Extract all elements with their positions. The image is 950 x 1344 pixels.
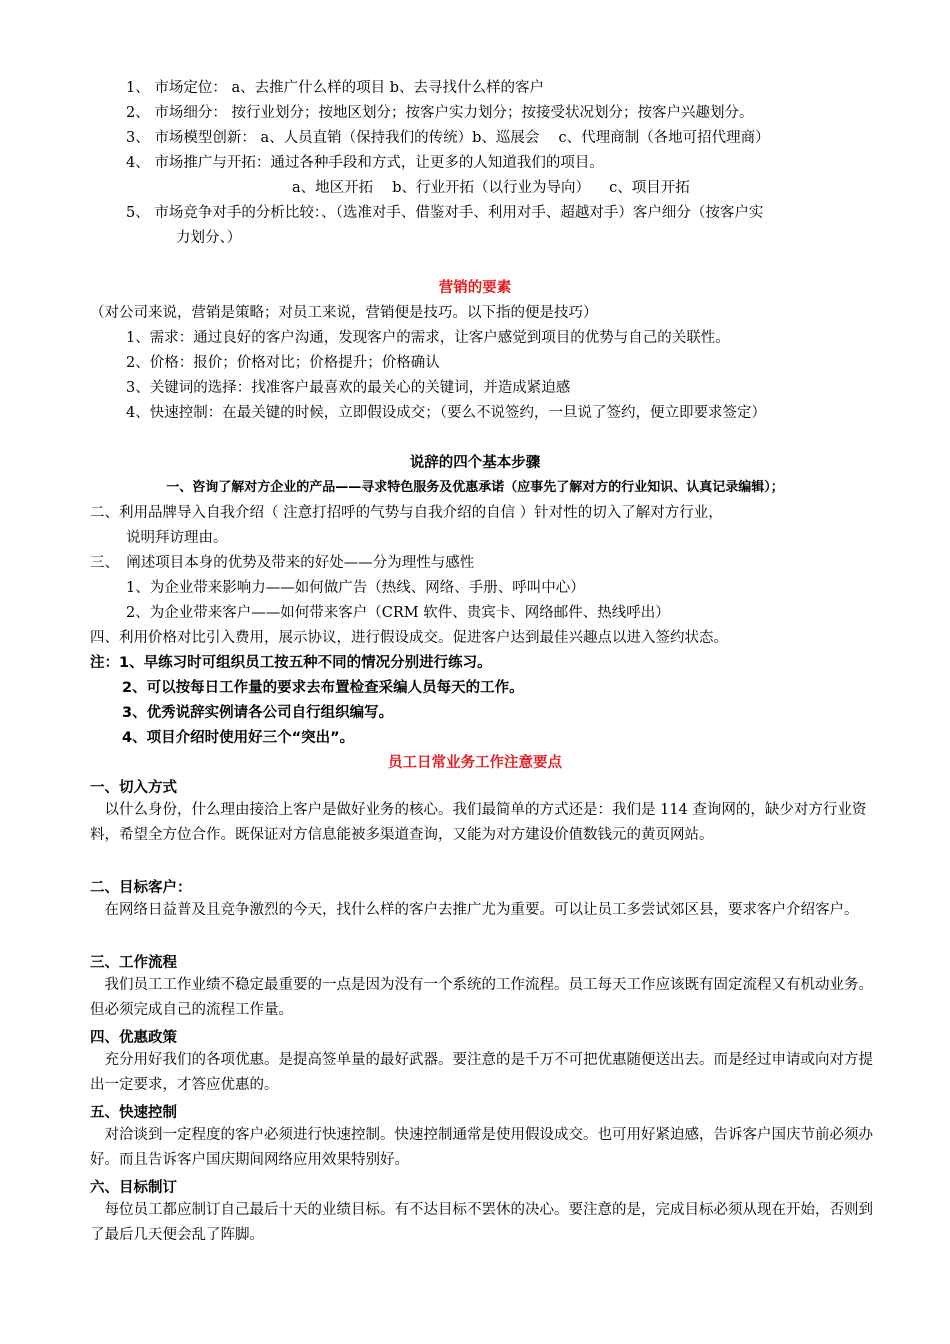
market-item-3: 3、 市场模型创新： a、人员直销（保持我们的传统）b、巡展会 c、代理商制（各地可招代理商） [126, 130, 770, 146]
daily-heading-4: 四、优惠政策 [90, 1030, 177, 1046]
steps-title: 说辞的四个基本步骤 [409, 455, 541, 471]
market-item-4: 4、 市场推广与开拓：通过各种手段和方式，让更多的人知道我们的项目。 [126, 155, 604, 171]
steps-step-3: 三、 阐述项目本身的优势及带来的好处——分为理性与感性 [90, 555, 475, 571]
daily-body-2: 在网络日益普及且竞争激烈的今天，找什么样的客户去推广尤为重要。可以让员工多尝试郊区县，要求客户介绍客户。 [90, 902, 859, 918]
market-item-2: 2、 市场细分： 按行业划分；按地区划分；按客户实力划分；按接受状况划分；按客户兴趣划分。 [126, 105, 754, 121]
daily-heading-2: 二、目标客户： [90, 880, 192, 896]
elements-item-2: 2、价格：报价；价格对比；价格提升；价格确认 [126, 355, 440, 371]
note-3: 3、优秀说辞实例请各公司自行组织编写。 [122, 705, 394, 721]
daily-body-4: 充分用好我们的各项优惠。是提高签单量的最好武器。要注意的是千万不可把优惠随便送出去。而是经过申请或向对方提出一定要求，才答应优惠的。 [90, 1052, 873, 1093]
steps-step-3-1: 1、为企业带来影响力——如何做广告（热线、网络、手册、呼叫中心） [126, 580, 585, 596]
steps-step-1: 一、咨询了解对方企业的产品——寻求特色服务及优惠承诺（应事先了解对方的行业知识、认真记录编辑）； [166, 480, 784, 495]
steps-step-2: 二、利用品牌导入自我介绍（ 注意打招呼的气势与自我介绍的自信 ）针对性的切入了解对方行业， [90, 505, 723, 521]
daily-heading-6: 六、目标制订 [90, 1180, 177, 1196]
daily-heading-1: 一、切入方式 [90, 780, 177, 796]
elements-item-3: 3、关键词的选择：找准客户最喜欢的最关心的关键词，并造成紧迫感 [126, 380, 571, 396]
market-item-4-sub: a、地区开拓 b、行业开拓（以行业为导向） c、项目开拓 [292, 180, 690, 196]
daily-body-3: 我们员工工作业绩不稳定最重要的一点是因为没有一个系统的工作流程。员工每天工作应该既有固定流程又有机动业务。但必须完成自己的流程工作量。 [90, 977, 873, 1018]
note-1: 注：1、早练习时可组织员工按五种不同的情况分别进行练习。 [90, 655, 492, 671]
daily-heading-5: 五、快速控制 [90, 1105, 177, 1121]
daily-body-1: 以什么身份，什么理由接洽上客户是做好业务的核心。我们最简单的方式还是：我们是 114 查询网的，缺少对方行业资料，希望全方位合作。既保证对方信息能被多渠道查询，又能为对方建设价值数钱元的黄页网站。 [90, 802, 867, 843]
steps-step-2-cont: 说明拜访理由。 [126, 530, 228, 546]
daily-title: 员工日常业务工作注意要点 [388, 755, 562, 771]
steps-step-4: 四、利用价格对比引入费用，展示协议，进行假设成交。促进客户达到最佳兴趣点以进入签约状态。 [90, 630, 728, 646]
daily-heading-3: 三、工作流程 [90, 955, 177, 971]
elements-item-4: 4、快速控制：在最关键的时候，立即假设成交；（要么不说签约，一旦说了签约，便立即要求签定） [126, 405, 766, 421]
elements-title: 营销的要素 [438, 280, 512, 296]
market-item-5: 5、 市场竞争对手的分析比较：、（选准对手、借鉴对手、利用对手、超越对手）客户细分（按客户实 [126, 205, 764, 221]
elements-intro: （对公司来说，营销是策略；对员工来说，营销便是技巧。以下指的便是技巧） [90, 305, 598, 321]
daily-body-5: 对洽谈到一定程度的客户必须进行快速控制。快速控制通常是使用假设成交。也可用好紧迫感，告诉客户国庆节前必须办好。而且告诉客户国庆期间网络应用效果特别好。 [90, 1127, 873, 1168]
note-4: 4、项目介绍时使用好三个“突出”。 [122, 730, 355, 746]
market-item-5-cont: 力划分、） [176, 230, 242, 246]
elements-item-1: 1、需求：通过良好的客户沟通，发现客户的需求，让客户感觉到项目的优势与自己的关联性。 [126, 330, 730, 346]
steps-step-3-2: 2、为企业带来客户——如何带来客户（CRM 软件、贵宾卡、网络邮件、热线呼出） [126, 605, 670, 621]
daily-body-6: 每位员工都应制订自己最后十天的业绩目标。有不达目标不罢休的决心。要注意的是，完成目标必须从现在开始，否则到了最后几天便会乱了阵脚。 [90, 1202, 873, 1243]
market-item-1: 1、 市场定位： a、去推广什么样的项目 b、去寻找什么样的客户 [126, 80, 544, 96]
note-2: 2、可以按每日工作量的要求去布置检查采编人员每天的工作。 [122, 680, 524, 696]
